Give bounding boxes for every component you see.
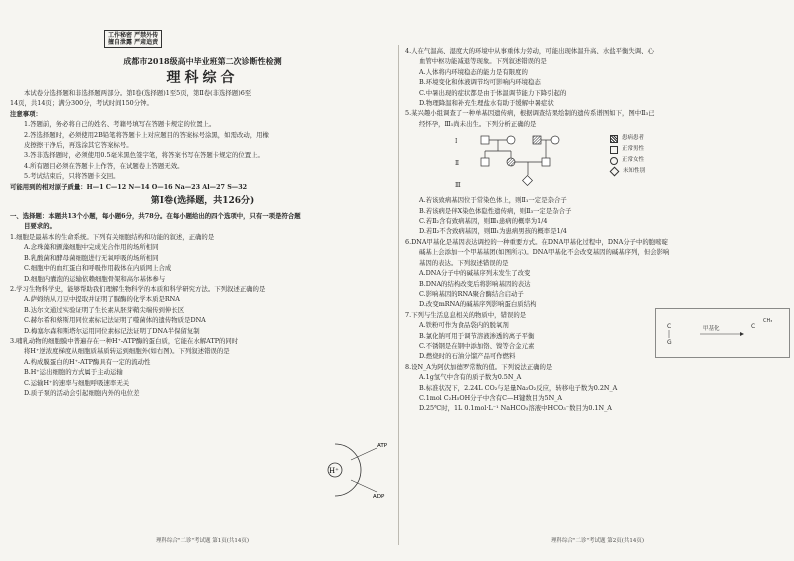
q6-option-a: A.DNA分子中的碱基序列未发生了改变 xyxy=(419,269,531,278)
question-3-stem: 3.哺乳动物的细胞膜中普遍存在一种H⁺-ATP酶的蛋白质，它能在水解ATP的同时 xyxy=(10,336,239,345)
atp-arrow xyxy=(351,448,377,460)
proton-label: H⁺ xyxy=(329,467,339,475)
q5-option-b: B.若该病是伴X染色体隐性遗传病，则Ⅱ₃一定是杂合子 xyxy=(419,206,572,215)
q6-option-d: D.改变mRNA的碱基序列影响蛋白质结构 xyxy=(419,300,537,309)
legend-item: 未知性别 xyxy=(610,166,645,177)
stamp-line-1: 工作秘密 严禁外传 xyxy=(108,32,159,39)
q5-option-d: D.若Ⅱ₂不含致病基因，则Ⅲ₁为患病男孩的概率是1/4 xyxy=(419,227,567,236)
gen-III-unknown xyxy=(523,176,533,186)
question-6-stem-cont: 碱基上会添加一个甲基基团(如图所示)。DNA甲基化不会改变基因的碱基序列，但会影响 xyxy=(419,248,670,257)
q7-option-d: D.燃烧时的石油分馏产品可作燃料 xyxy=(419,352,516,361)
right-page-footer: 理科综合"二诊"考试题 第2页(共14页) xyxy=(550,538,645,544)
pedigree-legend xyxy=(610,133,645,177)
gen-I-label: Ⅰ xyxy=(455,138,458,146)
unknown-swatch xyxy=(610,167,620,177)
q3-option-b: B.H⁺运出细胞的方式属于主动运输 xyxy=(24,368,123,377)
legend-item: 正常男性 xyxy=(610,144,645,155)
gen-II-label: Ⅱ xyxy=(455,160,460,168)
female-swatch xyxy=(610,157,618,165)
adp-arrow xyxy=(351,480,377,492)
question-6-stem: 6.DNA甲基化是基因表达调控的一种重要方式。在DNA甲基化过程中，DNA分子中的胞嘧啶 xyxy=(405,237,668,246)
methylation-arrow-label: 甲基化 xyxy=(703,326,720,332)
question-5-stem-cont: 经怀孕，Ⅲ₁尚未出生。下列分析正确的是 xyxy=(419,119,537,128)
q4-option-d: D.物理降温和补充生理盐水有助于缓解中暑症状 xyxy=(419,99,554,108)
page-divider xyxy=(398,45,399,545)
atp-label: ATP xyxy=(377,443,388,449)
q2-option-c: C.赫尔希和蔡斯用同位素标记法证明了噬菌体的遗传物质是DNA xyxy=(24,316,206,325)
q7-option-a: A.铁粉可作为食品袋内的脱氧剂 xyxy=(419,321,509,330)
part-one-heading: 第Ⅰ卷(选择题，共126分) xyxy=(150,196,255,207)
subject-title: 理科综合 xyxy=(166,70,239,86)
gen-II-male xyxy=(481,158,489,166)
intro-line: 本试卷分选择题和非选择题两部分。第Ⅰ卷(选择题)1至5页，第Ⅱ卷(非选择题)6至 xyxy=(24,89,252,97)
right-page xyxy=(405,40,790,550)
legend-item: 正常女性 xyxy=(610,155,645,166)
notes-title: 注意事项： xyxy=(10,109,42,118)
q1-option-a: A.念珠藻和颤藻细胞中完成光合作用的场所相同 xyxy=(24,243,159,252)
q2-option-b: B.达尔文通过实验证明了生长素从胚芽鞘尖端传到伸长区 xyxy=(24,305,185,314)
question-3-stem-cont: 将H⁺逆浓度梯度从细胞质基质转运到细胞外(如右图)。下列叙述错误的是 xyxy=(24,347,230,356)
question-1-stem: 1.细胞是最基本的生命系统。下列有关细胞结构和功能的叙述，正确的是 xyxy=(10,232,215,241)
question-4-stem: 4.人在气温高、湿度大的环境中从事重体力劳动，可能出现体温升高、水盐平衡失调、心 xyxy=(405,47,654,55)
q3-option-d: D.质子泵的活动会引起细胞内外的电位差 xyxy=(24,388,140,397)
adp-label: ADP xyxy=(373,494,385,500)
gen-II-male-2 xyxy=(542,158,550,166)
note-line: 4.所有题目必须在答题卡上作答，在试题卷上答题无效。 xyxy=(24,161,184,170)
q7-option-c: C.不锈钢是在钢中添加铬、镍等合金元素 xyxy=(419,341,535,350)
male-swatch xyxy=(610,146,618,154)
section-instructions: 一、选择题：本题共13个小题，每小题6分，共78分。在每小题给出的四个选项中，只有一项是符合题 xyxy=(10,212,301,221)
q6-option-c: C.影响基因的RNA聚合酶结合启动子 xyxy=(419,289,524,298)
dna-methylation-diagram xyxy=(655,308,790,358)
q7-option-b: B.氯化钠可用于调节溶液渗透的离子平衡 xyxy=(419,331,535,340)
q5-option-a: A.若该致病基因位于常染色体上，则Ⅱ₁一定是杂合子 xyxy=(419,196,567,205)
legend-item: 患病患者 xyxy=(610,133,645,144)
question-7-stem: 7.下列与生活息息相关的物质中，错误的是 xyxy=(405,310,527,319)
pedigree-chart xyxy=(415,131,790,193)
gen-III-label: Ⅲ xyxy=(455,182,461,190)
q1-option-c: C.细胞中的血红蛋白和呼吸作用载体在内质网上合成 xyxy=(24,264,172,273)
q2-option-d: D.梅塞尔森和斯塔尔运用同位素标记法证明了DNA半保留复制 xyxy=(24,326,200,335)
gen-I-female-2 xyxy=(551,136,559,144)
question-4-stem-cont: 血管中枢功能减退等现象。下列叙述错误的是 xyxy=(419,57,547,66)
stamp-line-2: 擅自泄露 严肃追责 xyxy=(108,39,159,46)
left-page xyxy=(10,40,395,550)
q1-option-d: D.细胞内囊泡的运输依赖细胞骨架和高尔基体参与 xyxy=(24,274,166,283)
note-line: 皮擦擦干净后，再选涂其它答案标号。 xyxy=(24,141,133,150)
q4-option-c: C.中暑出现的症状都是由于体温调节能力下降引起的 xyxy=(419,88,567,97)
note-line: 2.答选择题时，必须使用2B铅笔将答题卡上对应题目的答案标号涂黑，如需改动，用橡 xyxy=(24,130,269,139)
gen-II-affected-female xyxy=(507,158,515,166)
note-line: 1.答题前，务必将自己的姓名、考籍号填写在答题卡规定的位置上。 xyxy=(24,120,216,129)
q8-option-b: B.标准状况下，2.24L CO₂与足量Na₂O₂反应，转移电子数为0.2N_A xyxy=(419,383,618,392)
q6-option-b: B.DNA的结构改变后将影响基因的表达 xyxy=(419,279,531,288)
q3-option-c: C.运输H⁺的速率与细胞呼吸速率无关 xyxy=(24,378,130,387)
left-page-footer: 理科综合"二诊"考试题 第1页(共14页) xyxy=(155,538,250,544)
gen-I-female xyxy=(507,136,515,144)
gen-I-affected-male xyxy=(533,136,541,144)
q1-option-b: B.乳酸菌和酵母菌细胞进行无氧呼吸的场所相同 xyxy=(24,253,159,262)
q5-option-c: C.若Ⅱ₂含有致病基因，则Ⅲ₁患病的概率为1/4 xyxy=(419,217,548,226)
q8-option-c: C.1mol C₂H₅OH分子中含有C—H键数目为5N_A xyxy=(419,393,562,402)
note-line: 3.答非选择题时，必须使用0.5毫米黑色签字笔，将答案书写在答题卡规定的位置上。 xyxy=(24,151,264,160)
q4-option-b: B.环境变化和体液调节均可影响内环境稳态 xyxy=(419,78,541,87)
proton-pump-diagram xyxy=(315,440,395,500)
methyl-cytosine-label: C xyxy=(751,323,756,330)
methyl-group-label: CH₃ xyxy=(763,318,773,324)
section-instructions: 目要求的。 xyxy=(24,222,56,231)
question-8-stem: 8.设N_A为阿伏加德罗常数的值。下列说法正确的是 xyxy=(405,362,553,371)
cytosine-label: C xyxy=(667,323,672,330)
intro-line: 14页，共14页；满分300分，考试时间150分钟。 xyxy=(10,99,153,108)
atomic-masses: 可能用到的相对原子质量：H—1 C—12 N—14 O—16 Na—23 Al—27 S—32 xyxy=(10,182,248,191)
q8-option-d: D.25℃时，1L 0.1mol·L⁻¹ NaHCO₃溶液中HCO₃⁻数目为0.1N_A xyxy=(419,404,612,413)
gen-I-male xyxy=(481,136,489,144)
q4-option-a: A.人体将内环境稳态的能力是有限度的 xyxy=(419,67,528,76)
affected-swatch xyxy=(610,135,618,143)
q2-option-a: A.萨姆纳从刀豆中提取并证明了脲酶的化学本质是RNA xyxy=(24,295,180,304)
guanine-label: G xyxy=(667,339,672,346)
q3-option-a: A.构成膜蛋白的H⁺-ATP酶具有一定的流动性 xyxy=(24,357,151,366)
pedigree-svg xyxy=(415,131,605,193)
note-line: 5.考试结束后，只将答题卡交回。 xyxy=(24,172,120,181)
question-5-stem: 5.某兴趣小组调查了一种单基因遗传病，根据调查结果绘制的遗传系谱图如下，图中Ⅱ₃已 xyxy=(405,109,655,118)
question-6-stem-cont: 基因的表达。下列叙述错误的是 xyxy=(419,258,509,267)
question-2-stem: 2.学习生物科学史，能够帮助我们理解生物科学的本质和科学研究方法。下列叙述正确的是 xyxy=(10,284,266,293)
membrane-arc xyxy=(335,444,361,496)
q8-option-a: A.1g氢气中含有的质子数为0.5N_A xyxy=(419,373,522,382)
exam-title: 成都市2018级高中毕业班第二次诊断性检测 xyxy=(123,56,282,66)
